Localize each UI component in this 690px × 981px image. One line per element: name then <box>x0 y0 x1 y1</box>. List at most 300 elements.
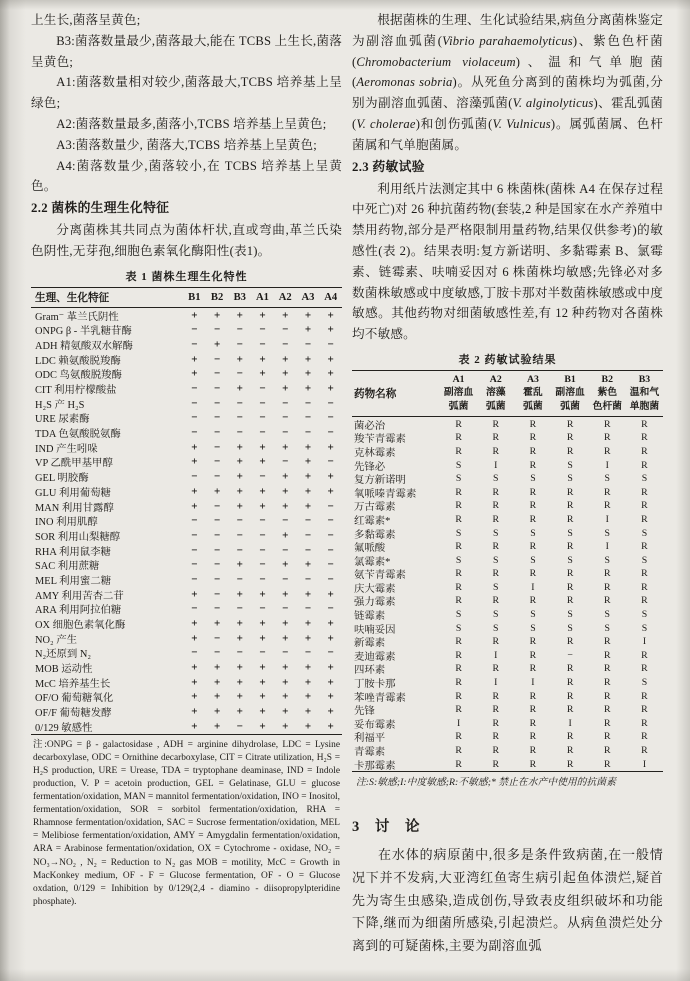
table2-row-values <box>440 500 663 511</box>
table2-cell: R <box>566 418 574 430</box>
table1-cell: − <box>327 338 334 350</box>
table2-strain-code: B1 <box>564 373 576 385</box>
table2-row <box>352 581 663 595</box>
table2-cell: R <box>566 445 574 457</box>
table1-cell: + <box>282 309 289 321</box>
table1-cell: + <box>304 662 311 674</box>
table1-cell: − <box>304 544 311 556</box>
table2-cell: R <box>492 731 500 743</box>
table2-cell: S <box>455 622 462 634</box>
table2-cell: R <box>529 541 537 553</box>
table2-row <box>352 662 663 676</box>
table1-cell: + <box>304 559 311 571</box>
table2-cell: R <box>492 432 500 444</box>
table2-row <box>352 717 663 731</box>
table2-row-values <box>440 582 663 593</box>
table2-row <box>352 458 663 472</box>
table1-cell: − <box>304 397 311 409</box>
left-column <box>31 10 342 909</box>
table2-cell: S <box>567 459 573 471</box>
table2-cell: R <box>455 731 462 743</box>
table1-cell: − <box>304 515 311 527</box>
table2-cell: R <box>529 459 537 471</box>
table1-cell: + <box>259 720 266 732</box>
table2-cell: R <box>492 758 500 770</box>
table1-cell: + <box>282 676 289 688</box>
table1-row-label: OF/F 葡萄糖发酵 <box>35 708 112 720</box>
table1-cell: − <box>282 397 289 409</box>
table1-row <box>31 704 342 719</box>
table1-cell: + <box>191 618 198 630</box>
table2-row <box>352 744 663 758</box>
table2-cell: R <box>529 568 537 580</box>
table2-strain-name-line1: 温和气 <box>629 387 660 399</box>
table1-cell: − <box>327 456 334 468</box>
table2-cell: S <box>530 609 536 621</box>
table2-cell: R <box>455 486 462 498</box>
table1-row-values <box>183 603 342 614</box>
table2-cell: I <box>531 581 535 593</box>
table1-cell: − <box>214 456 221 468</box>
table2-drug-name: 丁胺卡那 <box>354 679 396 691</box>
table2-cell: R <box>455 745 462 756</box>
table1-row <box>31 513 342 528</box>
table2-cell: R <box>492 445 500 457</box>
table2-cell: R <box>566 758 574 770</box>
table2-cell: R <box>604 636 611 648</box>
table2-strain-name-line2: 弧菌 <box>485 400 506 412</box>
table2-cell: R <box>566 595 574 607</box>
table1-cell: − <box>259 427 266 439</box>
table1-cell: − <box>327 559 334 571</box>
table1-cell: + <box>236 691 243 703</box>
table1-cell: + <box>327 706 334 718</box>
table1-cell: + <box>327 588 334 600</box>
species-name: V. cholerae <box>356 116 416 131</box>
table2-cell: R <box>492 513 500 525</box>
table2-cell: R <box>492 500 500 512</box>
table2-strain-name-line2: 色杆菌 <box>592 400 622 412</box>
table1-row-label: LDC 赖氨酸脱羧酶 <box>35 355 121 367</box>
table1-cell: + <box>236 588 243 600</box>
table1-row <box>31 675 342 690</box>
table2-cell: S <box>455 609 462 621</box>
table1-cell: + <box>282 662 289 674</box>
table1-cell: + <box>327 662 334 674</box>
table1-strain-header: A2 <box>278 291 292 303</box>
table1-cell: − <box>259 471 266 483</box>
table1-row <box>31 557 342 572</box>
table1-cell: + <box>304 691 311 703</box>
table1-cell: − <box>191 544 198 556</box>
table1-cell: + <box>304 706 311 718</box>
table1-cell: − <box>214 573 221 585</box>
table2-strain-name-line2: 单胞菌 <box>629 400 660 412</box>
table1-header-label: 生理、生化特征 <box>35 292 110 304</box>
table1-cell: − <box>259 529 266 541</box>
table1-caption: 表 1 菌株生理生化特性 <box>125 270 248 283</box>
table2-cell: S <box>641 622 648 634</box>
table1-cell: − <box>259 338 266 350</box>
table2-cell: R <box>566 677 574 689</box>
table2-cell: R <box>641 486 648 498</box>
table2-drug-name: 复方新诺明 <box>354 475 406 487</box>
table2-cell: R <box>529 445 537 457</box>
table2-row-values <box>440 691 663 702</box>
table1-cell: − <box>214 471 221 483</box>
table1-cell: − <box>191 603 198 615</box>
table2-drug-name: 呋喃妥因 <box>354 624 396 636</box>
table2-cell: S <box>567 622 573 634</box>
table2-cell: R <box>455 636 462 648</box>
table2-cell: R <box>492 717 500 729</box>
table2-drug-name: 四环素 <box>354 665 386 677</box>
section-heading-3: 3 讨 论 <box>352 819 426 836</box>
table2-row <box>352 540 663 554</box>
text-segment: )、紫色色杆菌( <box>352 33 663 69</box>
table2-cell: R <box>455 595 462 607</box>
table2-cell: S <box>493 473 499 485</box>
table2-cell: R <box>492 690 500 702</box>
table1-cell: + <box>214 691 221 703</box>
table1-cell: + <box>191 662 198 674</box>
table2-cell: R <box>566 432 574 444</box>
table1-cell: − <box>214 427 221 439</box>
table2-cell: I <box>494 649 498 661</box>
table1-cell: − <box>236 603 243 615</box>
table2-cell: R <box>492 704 500 716</box>
table2-cell: R <box>604 649 611 661</box>
table2-cell: S <box>641 609 648 621</box>
right-column <box>352 10 663 957</box>
table2-cell: I <box>605 513 609 525</box>
table2-cell: S <box>493 554 499 566</box>
table2-drug-name: 氧哌嗪青霉素 <box>354 488 417 500</box>
table1-cell: − <box>304 647 311 659</box>
table2-drug-name: 苯唑青霉素 <box>354 692 406 704</box>
table1-cell: + <box>259 353 266 365</box>
table1-cell: + <box>327 368 334 380</box>
table2-row-values <box>440 473 663 484</box>
table1-row-values <box>183 706 342 717</box>
text-segment: )。属弧菌属、色杆菌属和气单胞菌属。 <box>352 116 663 152</box>
table2-cell: R <box>492 541 500 553</box>
table2-cell: R <box>529 636 537 648</box>
table2-row-values <box>440 568 663 579</box>
species-name: V. alginolyticus <box>512 96 594 111</box>
table1-cell: + <box>191 588 198 600</box>
table2-row-values <box>440 541 663 552</box>
table1-cell: − <box>304 412 311 424</box>
table2-row <box>352 513 663 527</box>
table1-row-label: ADH 精氨酸双水解酶 <box>35 340 133 352</box>
table1-cell: + <box>304 383 311 395</box>
table2-strain-header <box>477 373 514 414</box>
table1-row <box>31 455 342 470</box>
table1-cell: + <box>191 456 198 468</box>
table1-cell: − <box>191 529 198 541</box>
table2-row-values <box>440 636 663 647</box>
table2-cell: R <box>604 677 611 689</box>
table1-cell: − <box>191 427 198 439</box>
text-segment: )和创伤弧菌( <box>415 116 493 131</box>
table2-cell: R <box>641 731 648 743</box>
table1-cell: + <box>304 676 311 688</box>
table1-header-strains <box>183 292 342 303</box>
table2-cell: R <box>641 568 648 580</box>
table1-row-values <box>183 427 342 438</box>
table1-cell: + <box>214 485 221 497</box>
table2-cell: R <box>455 418 462 430</box>
table2-cell: R <box>604 758 611 770</box>
table1-cell: + <box>304 441 311 453</box>
table2-cell: R <box>529 418 537 430</box>
table1-cell: − <box>236 397 243 409</box>
paragraph-colony-continuation: 上生长,菌落呈黄色; <box>31 13 141 27</box>
table1-row-label: CIT 利用柠檬酸盐 <box>35 385 117 397</box>
species-name: Vibrio parahaemolyticus <box>442 33 573 48</box>
table1-cell: − <box>214 529 221 541</box>
table1-cell: + <box>282 618 289 630</box>
table1-cell: + <box>214 662 221 674</box>
paragraph-drug-sensitivity: 利用纸片法测定其中 6 株菌株(菌株 A4 在保存过程中死亡)对 26 种抗菌药物(套装,2 种是国家在水产养殖中禁用药物,部分是严格限制用量药物,结果仅供参考)的敏感性(表 2)。结果表明:复方新诺明、多黏霉素 B、氯霉素、链霉素、呋喃妥因对 6 株菌株均敏感;先锋必对多数菌株敏感或中度敏感,丁胺卡那对半数菌株敏感或中度敏感。其他药物对细菌敏感性差,有 12 种药物对各菌株均不敏感。 <box>352 181 663 342</box>
table2-strain-code: B2 <box>601 373 613 385</box>
table1-row-label: INO 利用肌醇 <box>35 517 98 529</box>
table2-cell: S <box>455 527 462 539</box>
table2-cell: R <box>455 677 462 689</box>
table2-drug-name: 妥布霉素 <box>354 719 396 731</box>
table1-note: 注:ONPG = β - galactosidase , ADH = arginine dihydrolase, LDC = Lysine decarboxylase, ODC = Ornithine decarboxylase, CIT = Citrate utilization, H₂S = H₂S production, URE = Urease, TDA = tryptophane deaminase, IND = Indole production, V. P = acetoin production, GEL = Gelatinase, GLU = glucose fermentation/oxidation, MAN = mannitol fermentation/oxidation, INO = Inositol, fermentation/oxidation, SOR = sorbitol fermentation/oxidation, RHA = Rhamnose fermentation/oxidation, SAC = Sucrose fermentation/oxidation, MEL = Melibiose fermentation/oxidation, AMY = Amygdalin fermentation/oxidation, ARA = Arabinose fermentation/oxidation, OX = Cytochrome - oxidase, NO₂ = NO₃→NO₂ , N₂ = Reduction to N₂ gas MOB = motility, McC = Growth in MacKonkey medium, OF - F = Glucose fermentation, OF - O = Glucose oxdation, 0/129 = Inhibition by 0/129(2,4 - diamino - diisopropylpteridine phosphate). <box>33 739 340 907</box>
table1-cell: + <box>282 632 289 644</box>
table1-cell: + <box>282 441 289 453</box>
table1-cell: − <box>304 603 311 615</box>
table1-cell: − <box>214 412 221 424</box>
table1-cell: + <box>191 485 198 497</box>
table2-cell: R <box>641 595 648 607</box>
table1-cell: − <box>214 559 221 571</box>
table2-cell: R <box>529 690 537 702</box>
table1-cell: + <box>282 720 289 732</box>
table2-row <box>352 608 663 622</box>
text-segment: )、温和气单胞菌( <box>352 54 663 90</box>
table1-cell: − <box>236 368 243 380</box>
table2-strain-code: A2 <box>489 373 502 385</box>
table1-cell: − <box>236 515 243 527</box>
table1-row <box>31 646 342 661</box>
table2-row-values <box>440 745 663 756</box>
table2-strain-header <box>514 373 551 414</box>
table1-cell: + <box>259 309 266 321</box>
table1-row-values <box>183 398 342 409</box>
table2-cell: R <box>641 649 648 661</box>
table2-drug-name: 庆大霉素 <box>354 583 396 595</box>
table2-cell: S <box>604 554 610 566</box>
table2-drug-name: 羧苄青霉素 <box>354 434 406 446</box>
table1-cell: − <box>327 427 334 439</box>
table2-caption: 表 2 药敏试验结果 <box>458 353 557 366</box>
table2-cell: R <box>604 704 611 716</box>
table2-cell: R <box>641 432 648 444</box>
table1-cell: + <box>236 500 243 512</box>
table1-row-values <box>183 589 342 600</box>
table1-row-label: ARA 利用阿拉伯糖 <box>35 605 122 617</box>
table2-strain-header <box>440 373 477 414</box>
table1-cell: + <box>327 324 334 336</box>
table2-cell: R <box>641 513 648 525</box>
table2-drug-name: 氨苄青霉素 <box>354 570 406 582</box>
table1-header-row <box>31 288 342 308</box>
table1-row-values <box>183 677 342 688</box>
table1-row-values <box>183 574 342 585</box>
table1-row <box>31 587 342 602</box>
table2-drug-name: 菌必治 <box>354 420 386 432</box>
table2-row-values <box>440 663 663 674</box>
table1-cell: − <box>327 529 334 541</box>
table2-cell: I <box>642 758 647 770</box>
table1-cell: − <box>327 412 334 424</box>
table2-cell: R <box>492 418 500 430</box>
colony-description-list <box>31 31 342 197</box>
table2-cell: R <box>529 663 537 675</box>
table1-cell: − <box>327 544 334 556</box>
table1-row <box>31 616 342 631</box>
table2-cell: R <box>604 595 611 607</box>
table1-cell: − <box>282 338 289 350</box>
table1-row <box>31 440 342 455</box>
table1-cell: − <box>214 544 221 556</box>
table2-cell: S <box>604 622 610 634</box>
table2-row <box>352 499 663 513</box>
table1-strain-header: B3 <box>233 291 246 303</box>
table1-cell: + <box>282 383 289 395</box>
table1-cell: + <box>327 441 334 453</box>
table2-cell: S <box>641 554 648 566</box>
table2-cell: R <box>529 731 537 743</box>
table2-cell: R <box>529 717 537 729</box>
table1-cell: − <box>214 353 221 365</box>
table2-strain-name-line1: 紫色 <box>597 387 618 399</box>
table1-row-values <box>183 368 342 379</box>
table1-cell: + <box>327 618 334 630</box>
table2-cell: R <box>641 541 648 553</box>
table1-row-label: SAC 利用蔗糖 <box>35 561 100 573</box>
table1-cell: + <box>191 309 198 321</box>
table2-cell: R <box>529 500 537 512</box>
table2-cell: R <box>641 581 648 593</box>
colony-paragraph: A2:菌落数量最多,菌落小,TCBS 培养基上呈黄色; <box>56 116 327 131</box>
table2-row <box>352 567 663 581</box>
table2-cell: S <box>455 554 462 566</box>
table2-cell: R <box>566 486 574 498</box>
table2-cell: R <box>604 690 611 702</box>
table2-row-values <box>440 555 663 566</box>
table2-strain-code: A3 <box>526 373 539 385</box>
table1-row-label: MEL 利用蜜二糖 <box>35 575 112 587</box>
table1-row-values <box>183 412 342 423</box>
table1-cell: + <box>304 485 311 497</box>
table1-cell: − <box>327 573 334 585</box>
table1-row-values <box>183 515 342 526</box>
table1-cell: − <box>214 324 221 336</box>
table2-cell: S <box>530 473 536 485</box>
table1-cell: − <box>259 544 266 556</box>
table1-cell: − <box>214 368 221 380</box>
table1-strain-header: B2 <box>210 291 224 303</box>
table2-row <box>352 703 663 717</box>
table1-row-label: 0/129 敏感性 <box>35 722 93 734</box>
table2-cell: R <box>604 745 611 756</box>
table2-cell: R <box>455 663 462 675</box>
table1-cell: + <box>236 706 243 718</box>
table1-cell: − <box>259 324 266 336</box>
table1-row-label: AMY 利用苦杏二苷 <box>35 590 124 602</box>
table2-cell: R <box>604 717 611 729</box>
table1-cell: + <box>259 662 266 674</box>
table1-row-label: TDA 色氨酸脱氨酶 <box>35 429 121 441</box>
table1-row <box>31 352 342 367</box>
table2-drug-name: 卡那霉素 <box>354 760 396 772</box>
table1-cell: + <box>259 441 266 453</box>
table2-strain-name-line2: 弧菌 <box>523 400 543 412</box>
table1-cell: + <box>304 309 311 321</box>
table2-cell: R <box>604 731 611 743</box>
table2-strain-columns <box>440 373 663 414</box>
table1-row-label: N₂还原到 N₂ <box>35 649 92 661</box>
table2-cell: R <box>529 595 537 607</box>
table1-cell: + <box>191 368 198 380</box>
table1-cell: + <box>214 676 221 688</box>
table2-cell: R <box>529 486 537 498</box>
table2-drug-name: 多黏霉素 <box>354 529 396 541</box>
table1-cell: − <box>191 412 198 424</box>
table1-cell: + <box>259 618 266 630</box>
table1-strain-header: B1 <box>188 291 201 303</box>
table1-cell: + <box>236 441 243 453</box>
table2-cell: R <box>566 690 574 702</box>
table1-cell: − <box>259 515 266 527</box>
table1-cell: + <box>282 691 289 703</box>
table1-row-label: ONPG β - 半乳糖苷酶 <box>35 326 132 338</box>
table2-cell: R <box>455 445 462 457</box>
table1-row-values <box>183 383 342 394</box>
table1-cell: − <box>214 383 221 395</box>
table1-row-label: VP 乙酰甲基甲醇 <box>35 458 113 470</box>
table1-cell: + <box>282 368 289 380</box>
table2-row-values <box>440 623 663 634</box>
table1-strain-header: A1 <box>256 291 269 303</box>
table1-cell: + <box>236 309 243 321</box>
table1-cell: + <box>327 471 334 483</box>
table1-cell: + <box>191 353 198 365</box>
table1-cell: − <box>259 383 266 395</box>
table1-cell: − <box>214 588 221 600</box>
table2-row-values <box>440 419 663 430</box>
table2-cell: R <box>529 745 537 756</box>
table1-row-values <box>183 633 342 644</box>
table1-cell: + <box>259 500 266 512</box>
table1-cell: + <box>282 500 289 512</box>
table2-drug-name: 先锋 <box>354 706 375 718</box>
table2-row-values <box>440 650 663 661</box>
table2-cell: − <box>567 649 573 661</box>
table1-cell: + <box>259 485 266 497</box>
table2-cell: S <box>493 622 499 634</box>
table2-cell: R <box>604 568 611 580</box>
table1-cell: − <box>214 647 221 659</box>
table2-drug-name: 氟哌酸 <box>354 543 386 555</box>
table2-cell: R <box>604 663 611 675</box>
table1-cell: − <box>282 456 289 468</box>
